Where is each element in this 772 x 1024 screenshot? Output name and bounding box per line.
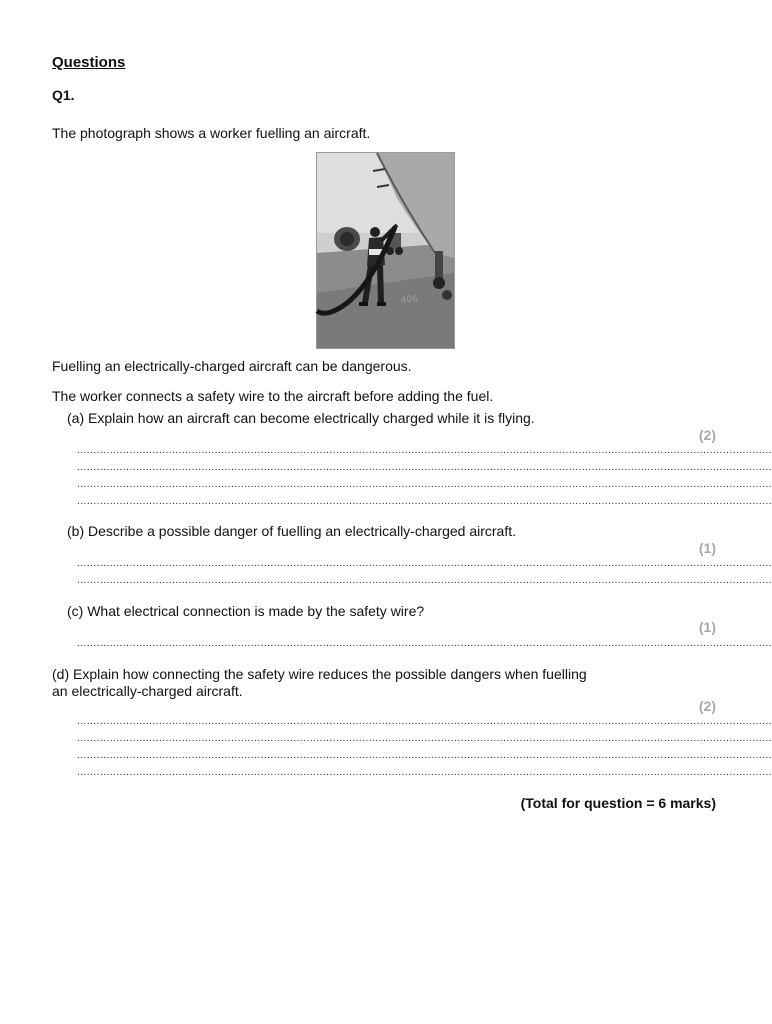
part-a-question: (a) Explain how an aircraft can become electrically charged while it is flying. xyxy=(67,410,535,426)
answer-line[interactable]: .................................................................................................................................................................................................................... xyxy=(77,445,772,456)
answer-line[interactable]: .................................................................................................................................................................................................................... xyxy=(77,496,772,507)
question-number: Q1. xyxy=(52,87,75,103)
answer-line[interactable]: .................................................................................................................................................................................................................... xyxy=(77,479,772,490)
answer-line[interactable]: .................................................................................................................................................................................................................... xyxy=(77,716,772,727)
answer-line[interactable]: .................................................................................................................................................................................................................... xyxy=(77,558,772,569)
photo-caption-line-2: The worker connects a safety wire to the aircraft before adding the fuel. xyxy=(52,388,494,404)
part-d-question-line-1: (d) Explain how connecting the safety wire reduces the possible dangers when fuelling xyxy=(52,666,587,682)
answer-line[interactable]: .................................................................................................................................................................................................................... xyxy=(77,750,772,761)
answer-line[interactable]: .................................................................................................................................................................................................................... xyxy=(77,638,772,649)
answer-line[interactable]: .................................................................................................................................................................................................................... xyxy=(77,462,772,473)
aircraft-fuelling-photo xyxy=(316,152,455,349)
answer-line[interactable]: .................................................................................................................................................................................................................... xyxy=(77,733,772,744)
answer-line[interactable]: .................................................................................................................................................................................................................... xyxy=(77,767,772,778)
part-d-marks: (2) xyxy=(698,698,716,714)
svg-text:406: 406 xyxy=(400,294,419,306)
part-c-question: (c) What electrical connection is made by the safety wire? xyxy=(67,603,425,619)
question-intro: The photograph shows a worker fuelling an aircraft. xyxy=(52,125,371,141)
section-heading: Questions xyxy=(52,54,126,71)
total-marks: (Total for question = 6 marks) xyxy=(520,795,716,811)
answer-line[interactable]: .................................................................................................................................................................................................................... xyxy=(77,575,772,586)
part-b-marks: (1) xyxy=(698,540,716,556)
part-c-marks: (1) xyxy=(698,619,716,635)
photo-caption-line-1: Fuelling an electrically-charged aircraft can be dangerous. xyxy=(52,358,412,374)
part-b-question: (b) Describe a possible danger of fuelling an electrically-charged aircraft. xyxy=(67,523,516,539)
part-a-marks: (2) xyxy=(698,427,716,443)
part-d-question-line-2: an electrically-charged aircraft. xyxy=(52,683,243,699)
